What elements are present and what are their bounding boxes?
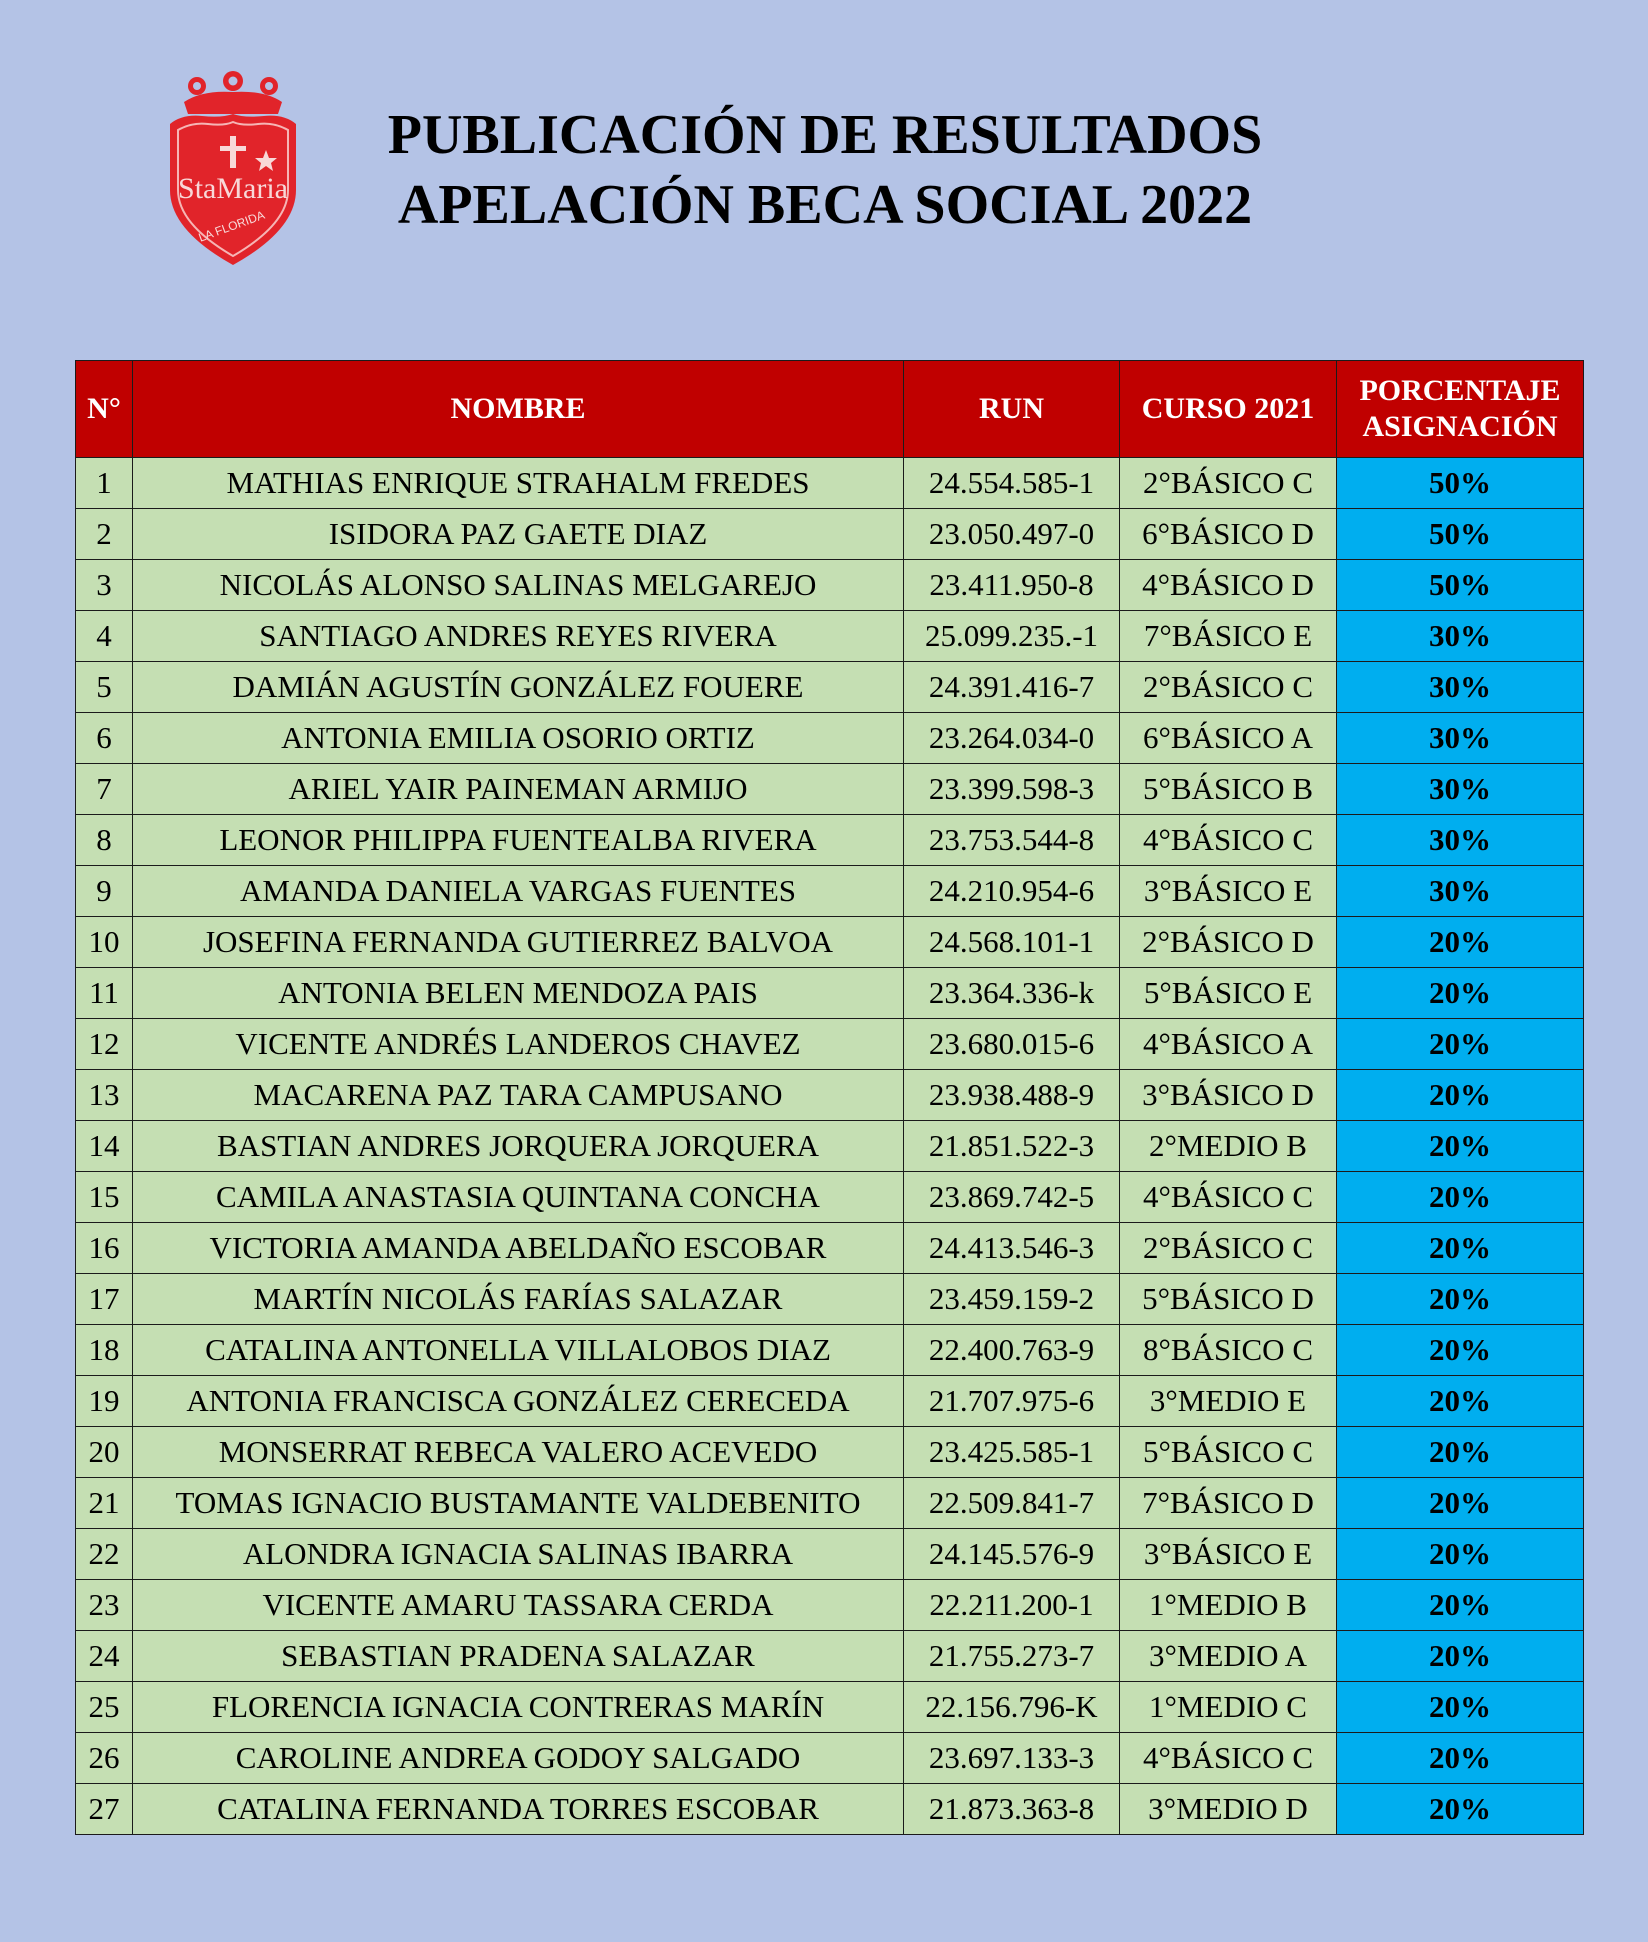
cell-curso: 4°BÁSICO C	[1120, 1172, 1337, 1223]
cell-curso: 8°BÁSICO C	[1120, 1325, 1337, 1376]
cell-run: 23.411.950-8	[904, 560, 1120, 611]
table-row	[76, 1376, 1584, 1427]
cell-curso: 3°BÁSICO E	[1120, 1529, 1337, 1580]
title-line-1: PUBLICACIÓN DE RESULTADOS	[387, 104, 1263, 166]
cell-curso: 2°BÁSICO D	[1120, 917, 1337, 968]
header-porcentaje: PORCENTAJE ASIGNACIÓN	[1337, 361, 1584, 458]
table-row	[76, 560, 1584, 611]
cell-curso: 1°MEDIO B	[1120, 1580, 1337, 1631]
cell-nombre: CATALINA ANTONELLA VILLALOBOS DIAZ	[133, 1325, 904, 1376]
cell-curso: 3°MEDIO E	[1120, 1376, 1337, 1427]
table-row	[76, 1274, 1584, 1325]
table-row	[76, 1529, 1584, 1580]
cell-nombre: FLORENCIA IGNACIA CONTRERAS MARÍN	[133, 1682, 904, 1733]
cell-nombre: LEONOR PHILIPPA FUENTEALBA RIVERA	[133, 815, 904, 866]
cell-run: 23.753.544-8	[904, 815, 1120, 866]
cell-nombre: TOMAS IGNACIO BUSTAMANTE VALDEBENITO	[133, 1478, 904, 1529]
table-row	[76, 1121, 1584, 1172]
cell-porcentaje: 20%	[1337, 1580, 1584, 1631]
cell-num: 7	[76, 764, 133, 815]
cell-run: 21.707.975-6	[904, 1376, 1120, 1427]
cell-run: 22.509.841-7	[904, 1478, 1120, 1529]
cell-num: 21	[76, 1478, 133, 1529]
cell-num: 5	[76, 662, 133, 713]
table-row	[76, 1478, 1584, 1529]
table-row	[76, 815, 1584, 866]
cell-run: 23.364.336-k	[904, 968, 1120, 1019]
cell-nombre: MACARENA PAZ TARA CAMPUSANO	[133, 1070, 904, 1121]
table-row	[76, 1733, 1584, 1784]
cell-porcentaje: 30%	[1337, 713, 1584, 764]
cell-curso: 2°MEDIO B	[1120, 1121, 1337, 1172]
cell-porcentaje: 30%	[1337, 815, 1584, 866]
cell-porcentaje: 30%	[1337, 611, 1584, 662]
header-num: N°	[76, 361, 133, 458]
cell-run: 23.264.034-0	[904, 713, 1120, 764]
cell-nombre: ALONDRA IGNACIA SALINAS IBARRA	[133, 1529, 904, 1580]
cell-num: 24	[76, 1631, 133, 1682]
cell-porcentaje: 20%	[1337, 1427, 1584, 1478]
cell-curso: 5°BÁSICO D	[1120, 1274, 1337, 1325]
table-row	[76, 1580, 1584, 1631]
cell-num: 25	[76, 1682, 133, 1733]
cell-porcentaje: 30%	[1337, 662, 1584, 713]
table-row	[76, 866, 1584, 917]
cell-num: 16	[76, 1223, 133, 1274]
cell-run: 23.680.015-6	[904, 1019, 1120, 1070]
cell-porcentaje: 20%	[1337, 1325, 1584, 1376]
cell-num: 3	[76, 560, 133, 611]
cell-nombre: VICTORIA AMANDA ABELDAÑO ESCOBAR	[133, 1223, 904, 1274]
table-row	[76, 611, 1584, 662]
cell-run: 23.938.488-9	[904, 1070, 1120, 1121]
cell-run: 24.391.416-7	[904, 662, 1120, 713]
cell-run: 22.211.200-1	[904, 1580, 1120, 1631]
cell-porcentaje: 50%	[1337, 458, 1584, 509]
cell-porcentaje: 20%	[1337, 1121, 1584, 1172]
page-title	[300, 100, 1350, 240]
cell-num: 27	[76, 1784, 133, 1835]
cell-porcentaje: 20%	[1337, 1172, 1584, 1223]
cell-nombre: DAMIÁN AGUSTÍN GONZÁLEZ FOUERE	[133, 662, 904, 713]
cell-num: 14	[76, 1121, 133, 1172]
cell-run: 24.145.576-9	[904, 1529, 1120, 1580]
table-row	[76, 968, 1584, 1019]
title-line-2: APELACIÓN BECA SOCIAL 2022	[397, 174, 1253, 236]
cell-curso: 1°MEDIO C	[1120, 1682, 1337, 1733]
cell-curso: 4°BÁSICO C	[1120, 815, 1337, 866]
cell-porcentaje: 20%	[1337, 1529, 1584, 1580]
cell-porcentaje: 30%	[1337, 764, 1584, 815]
logo-subtext: LA FLORIDA	[196, 207, 267, 245]
cell-run: 21.873.363-8	[904, 1784, 1120, 1835]
cell-run: 23.459.159-2	[904, 1274, 1120, 1325]
cell-porcentaje: 20%	[1337, 1631, 1584, 1682]
cell-num: 19	[76, 1376, 133, 1427]
cell-porcentaje: 20%	[1337, 1019, 1584, 1070]
header-run: RUN	[904, 361, 1120, 458]
cell-curso: 2°BÁSICO C	[1120, 662, 1337, 713]
cell-curso: 2°BÁSICO C	[1120, 458, 1337, 509]
cell-nombre: AMANDA DANIELA VARGAS FUENTES	[133, 866, 904, 917]
cell-run: 23.425.585-1	[904, 1427, 1120, 1478]
cell-num: 23	[76, 1580, 133, 1631]
cell-num: 15	[76, 1172, 133, 1223]
cell-porcentaje: 30%	[1337, 866, 1584, 917]
cell-run: 23.050.497-0	[904, 509, 1120, 560]
table-row	[76, 1223, 1584, 1274]
cell-num: 10	[76, 917, 133, 968]
cell-num: 2	[76, 509, 133, 560]
cell-nombre: MARTÍN NICOLÁS FARÍAS SALAZAR	[133, 1274, 904, 1325]
cell-nombre: ANTONIA FRANCISCA GONZÁLEZ CERECEDA	[133, 1376, 904, 1427]
table-row	[76, 1019, 1584, 1070]
cell-num: 12	[76, 1019, 133, 1070]
header-nombre: NOMBRE	[133, 361, 904, 458]
cell-nombre: BASTIAN ANDRES JORQUERA JORQUERA	[133, 1121, 904, 1172]
cell-porcentaje: 20%	[1337, 1376, 1584, 1427]
cell-num: 17	[76, 1274, 133, 1325]
cell-curso: 7°BÁSICO D	[1120, 1478, 1337, 1529]
table-row	[76, 458, 1584, 509]
cell-num: 20	[76, 1427, 133, 1478]
table-row	[76, 1682, 1584, 1733]
cell-run: 23.697.133-3	[904, 1733, 1120, 1784]
logo-text: StaMaria	[178, 172, 288, 205]
cell-run: 24.413.546-3	[904, 1223, 1120, 1274]
cell-num: 9	[76, 866, 133, 917]
school-logo	[162, 70, 304, 270]
cell-run: 21.851.522-3	[904, 1121, 1120, 1172]
table-row	[76, 764, 1584, 815]
cell-curso: 6°BÁSICO A	[1120, 713, 1337, 764]
cell-nombre: CAMILA ANASTASIA QUINTANA CONCHA	[133, 1172, 904, 1223]
cell-porcentaje: 20%	[1337, 1682, 1584, 1733]
table-row	[76, 1070, 1584, 1121]
cell-nombre: ARIEL YAIR PAINEMAN ARMIJO	[133, 764, 904, 815]
cell-porcentaje: 20%	[1337, 1733, 1584, 1784]
cell-nombre: NICOLÁS ALONSO SALINAS MELGAREJO	[133, 560, 904, 611]
cell-curso: 4°BÁSICO D	[1120, 560, 1337, 611]
cell-nombre: MONSERRAT REBECA VALERO ACEVEDO	[133, 1427, 904, 1478]
table-row	[76, 1784, 1584, 1835]
cell-num: 13	[76, 1070, 133, 1121]
cell-run: 25.099.235.-1	[904, 611, 1120, 662]
cell-num: 8	[76, 815, 133, 866]
cell-porcentaje: 20%	[1337, 968, 1584, 1019]
cell-num: 1	[76, 458, 133, 509]
cell-nombre: MATHIAS ENRIQUE STRAHALM FREDES	[133, 458, 904, 509]
cell-porcentaje: 20%	[1337, 1784, 1584, 1835]
cell-porcentaje: 50%	[1337, 509, 1584, 560]
cell-curso: 5°BÁSICO B	[1120, 764, 1337, 815]
cell-nombre: SEBASTIAN PRADENA SALAZAR	[133, 1631, 904, 1682]
cell-num: 11	[76, 968, 133, 1019]
cell-num: 6	[76, 713, 133, 764]
cell-run: 24.554.585-1	[904, 458, 1120, 509]
cell-nombre: CAROLINE ANDREA GODOY SALGADO	[133, 1733, 904, 1784]
cell-curso: 3°BÁSICO D	[1120, 1070, 1337, 1121]
header-curso: CURSO 2021	[1120, 361, 1337, 458]
cell-nombre: VICENTE ANDRÉS LANDEROS CHAVEZ	[133, 1019, 904, 1070]
cell-num: 18	[76, 1325, 133, 1376]
table-row	[76, 1325, 1584, 1376]
cell-run: 22.400.763-9	[904, 1325, 1120, 1376]
cell-curso: 5°BÁSICO C	[1120, 1427, 1337, 1478]
cell-porcentaje: 50%	[1337, 560, 1584, 611]
cell-porcentaje: 20%	[1337, 1070, 1584, 1121]
crest-icon	[162, 70, 304, 270]
cell-curso: 4°BÁSICO C	[1120, 1733, 1337, 1784]
cell-nombre: ANTONIA BELEN MENDOZA PAIS	[133, 968, 904, 1019]
results-table	[75, 360, 1584, 1835]
cell-curso: 2°BÁSICO C	[1120, 1223, 1337, 1274]
cell-nombre: VICENTE AMARU TASSARA CERDA	[133, 1580, 904, 1631]
cell-run: 23.399.598-3	[904, 764, 1120, 815]
table-row	[76, 509, 1584, 560]
cell-porcentaje: 20%	[1337, 917, 1584, 968]
cell-curso: 6°BÁSICO D	[1120, 509, 1337, 560]
cell-num: 22	[76, 1529, 133, 1580]
cell-nombre: ANTONIA EMILIA OSORIO ORTIZ	[133, 713, 904, 764]
cell-run: 24.568.101-1	[904, 917, 1120, 968]
table-row	[76, 1427, 1584, 1478]
cell-curso: 7°BÁSICO E	[1120, 611, 1337, 662]
table-row	[76, 662, 1584, 713]
cell-run: 23.869.742-5	[904, 1172, 1120, 1223]
cell-num: 26	[76, 1733, 133, 1784]
cell-nombre: JOSEFINA FERNANDA GUTIERREZ BALVOA	[133, 917, 904, 968]
table-header-row	[76, 361, 1584, 458]
cell-nombre: CATALINA FERNANDA TORRES ESCOBAR	[133, 1784, 904, 1835]
cell-porcentaje: 20%	[1337, 1223, 1584, 1274]
cell-curso: 3°MEDIO D	[1120, 1784, 1337, 1835]
table-row	[76, 1172, 1584, 1223]
cell-curso: 3°BÁSICO E	[1120, 866, 1337, 917]
table-row	[76, 1631, 1584, 1682]
cell-run: 21.755.273-7	[904, 1631, 1120, 1682]
cell-nombre: SANTIAGO ANDRES REYES RIVERA	[133, 611, 904, 662]
cell-curso: 3°MEDIO A	[1120, 1631, 1337, 1682]
cell-num: 4	[76, 611, 133, 662]
cell-curso: 4°BÁSICO A	[1120, 1019, 1337, 1070]
cell-run: 22.156.796-K	[904, 1682, 1120, 1733]
cell-curso: 5°BÁSICO E	[1120, 968, 1337, 1019]
table-row	[76, 917, 1584, 968]
table-row	[76, 713, 1584, 764]
cell-porcentaje: 20%	[1337, 1478, 1584, 1529]
cell-porcentaje: 20%	[1337, 1274, 1584, 1325]
cell-nombre: ISIDORA PAZ GAETE DIAZ	[133, 509, 904, 560]
cell-run: 24.210.954-6	[904, 866, 1120, 917]
